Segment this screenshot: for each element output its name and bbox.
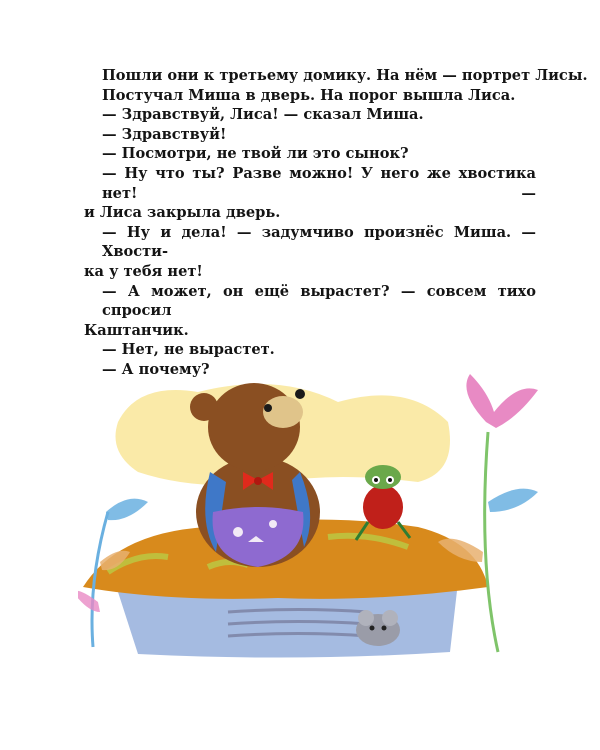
text-line: — Здравствуй, Лиса! — сказал Миша. xyxy=(102,106,424,124)
mouse-figure xyxy=(356,610,400,646)
text-line: — Ну что ты? Разве можно! У него же хвостика нет! — xyxy=(102,164,536,202)
text-line: — Здравствуй! xyxy=(102,125,227,143)
text-line: — А может, он ещё вырастет? — совсем тихо спросил xyxy=(102,282,536,320)
text-line: — Ну и дела! — задумчиво произнёс Миша. — Хвости- xyxy=(102,223,536,261)
text-line: — Посмотри, не твой ли это сынок? xyxy=(102,145,409,163)
text-line: Постучал Миша в дверь. На порог вышла Лиса. xyxy=(102,86,516,104)
story-text xyxy=(84,66,588,380)
text-line: — А почему? xyxy=(102,360,210,378)
text-line: ка у тебя нет! xyxy=(84,262,203,280)
story-illustration xyxy=(78,362,548,662)
text-line: и Лиса закрыла дверь. xyxy=(84,204,281,222)
bear-figure xyxy=(190,383,320,567)
text-line: — Нет, не вырастет. xyxy=(102,341,275,359)
text-line: Пошли они к третьему домику. На нём — портрет Лисы. xyxy=(102,67,588,84)
text-line: Каштанчик. xyxy=(84,321,189,339)
